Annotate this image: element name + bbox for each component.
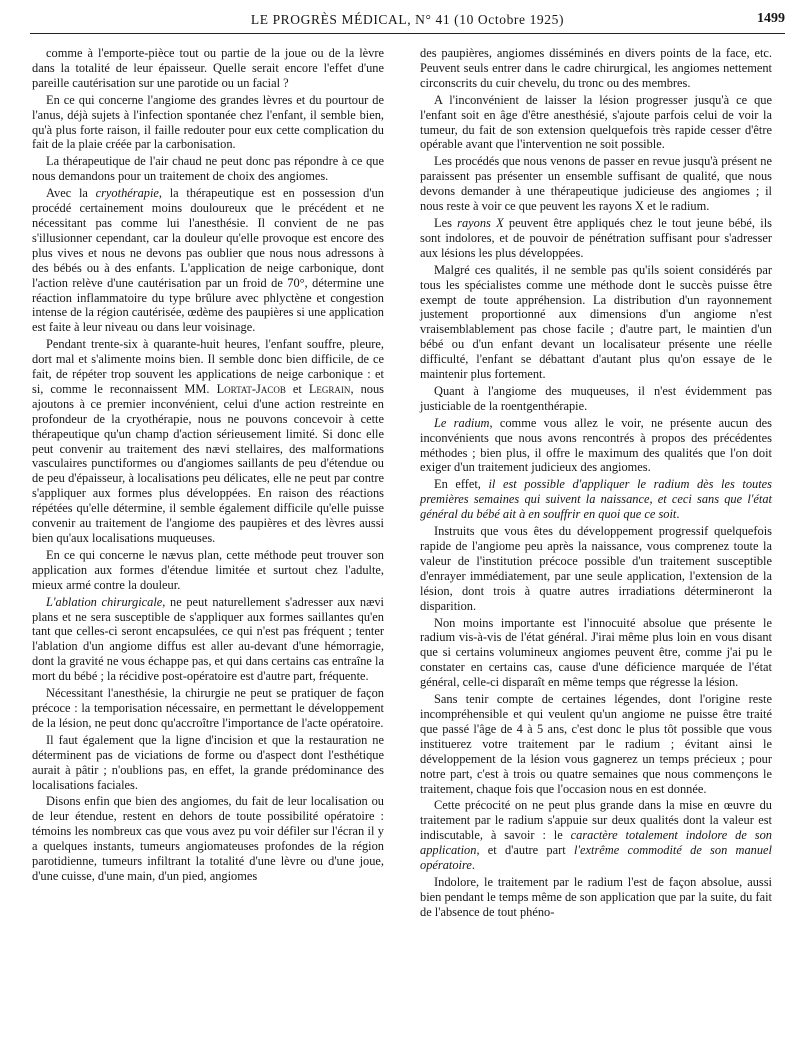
paragraph: La thérapeutique de l'air chaud ne peut donc pas répondre à ce que nous demandons pour un traitement de choix des angiomes.: [32, 154, 384, 184]
paragraph: En ce qui concerne l'angiome des grandes lèvres et du pourtour de l'anus, déjà sujets à l'infection spontanée chez l'enfant, il semble bien, qu'à plus forte raison, il faille redouter pour eux cette complication du fait de la plaie créée par la carbonisation.: [32, 92, 384, 152]
paragraph: Les procédés que nous venons de passer en revue jusqu'à présent ne paraissent pas présenter un ensemble suffisant de qualité, que nous devons demander à une thérapeutique judicieuse des angiomes ; il nous reste à voir ce que peuvent les rayons X et le radium.: [420, 154, 772, 214]
paragraph: En effet, il est possible d'appliquer le radium dès les toutes premières semaines qui suivent la naissance, et ceci sans que l'état général du bébé ait à en souffrir en quoi que ce soit.: [420, 477, 772, 522]
paragraph: des paupières, angiomes disséminés en divers points de la face, etc. Peuvent seuls entrer dans le cadre chirurgical, les angiomes nettement circonscrits du cuir chevelu, du tronc ou des membres.: [420, 46, 772, 90]
paragraph: L'ablation chirurgicale, ne peut naturellement s'adresser aux nævi plans et ne sera susceptible de s'appliquer aux formes saillantes qu'en tant que celles-ci seront encapsulées, ce qui n'est pas fréquent ; tenter l'ablation d'un angiome diffus est aller au-devant d'une hémorragie, dont la gravité ne vous échappe pas, et qui dans certains cas entraîne la mort du bébé ; la récidive post-opératoire est d'autre part, fréquente.: [32, 594, 384, 684]
paragraph: comme à l'emporte-pièce tout ou partie de la joue ou de la lèvre dans la totalité de leur épaisseur. Quelle serait encore l'effet d'une pareille cautérisation sur une parotide ou un facial ?: [32, 46, 384, 90]
paragraph: Avec la cryothérapie, la thérapeutique est en possession d'un procédé certainement moins douloureux que le précédent et ne nécessitant pas comme lui l'anesthésie. Il convient de ne pas s'illusionner cependant, car la douleur qu'elle provoque est encore des plus vives et nous ne devons pas oublier que nous nous adressons à des bébés ou à des enfants. L'application de neige carbonique, dont l'action relève d'une cautérisation par un froid de 70°, détermine une réaction inflammatoire du type brûlure avec phlyctène et congestion intense de la région cautérisée, œdème des paupières si une application est faite à leur niveau ou dans leur voisinage.: [32, 186, 384, 335]
running-title: LE PROGRÈS MÉDICAL, N° 41 (10 Octobre 1925): [250, 12, 565, 27]
paragraph: En ce qui concerne le nævus plan, cette méthode peut trouver son application aux formes d'étendue limitée et surtout chez l'adulte, mieux armé contre la douleur.: [32, 547, 384, 592]
paragraph: A l'inconvénient de laisser la lésion progresser jusqu'à ce que l'enfant soit en âge d'être anesthésié, s'ajoute parfois celui de voir la tumeur, du fait de son extension quelquefois très rapide cesser d'être opérable avant que l'intervention ne soit possible.: [420, 92, 772, 152]
page-number: 1499: [757, 11, 785, 26]
paragraph: Nécessitant l'anesthésie, la chirurgie ne peut se pratiquer de façon précoce : la temporisation nécessaire, en permettant le développement de la lésion, ne peut donc qu'accroître l'importance de l'acte opératoire.: [32, 686, 384, 730]
paragraph: Instruits que vous êtes du développement progressif quelquefois rapide de l'angiome peu après la naissance, vous comprenez toute la valeur de l'institution précoce possible d'un traitement susceptible d'enrayer immédiatement, par une seule application, l'extension de la lésion, dont trois à quatre autres irradiations détermineront la disparition.: [420, 524, 772, 613]
left-column: [32, 46, 384, 884]
running-header: [30, 8, 785, 32]
paragraph: Non moins importante est l'innocuité absolue que présente le radium vis-à-vis de l'état général. J'irai même plus loin en vous disant que si certains volumineux angiomes peuvent être, comme j'ai pu le constater en certains cas, cause d'une déficience marquée de l'état général, celle-ci disparaît en même temps que régresse la lésion.: [420, 615, 772, 690]
right-column: [420, 46, 772, 920]
author-name: Legrain: [308, 381, 351, 396]
paragraph: Indolore, le traitement par le radium l'est de façon absolue, aussi bien pendant le temps même de son application que par la suite, du fait de l'absence de tout phéno-: [420, 874, 772, 919]
paragraph: Malgré ces qualités, il ne semble pas qu'ils soient considérés par tous les spécialistes comme une méthode dont le succès puisse être exempt de toute appréhension. La distribution d'un rayonnement justement proportionné aux dimensions d'un angiome n'est vraisemblablement pas chose facile ; d'autre part, le maintien d'un bébé ou d'un enfant devant un localisateur présente une réelle difficulté, l'enfant se débattant d'autant plus qu'on essaye de le maintenir plus fortement.: [420, 262, 772, 382]
author-name: Lortat-Jacob: [216, 381, 286, 396]
paragraph: Il faut également que la ligne d'incision et que la restauration ne déterminent pas de viciations de forme ou d'aspect dont l'esthétique aurait à pâtir ; n'oublions pas, en effet, la grande prédominance des localisations faciales.: [32, 732, 384, 792]
paragraph: Cette précocité on ne peut plus grande dans la mise en œuvre du traitement par le radium s'appuie sur deux qualités dont la valeur est indiscutable, à savoir : le caractère totalement indolore de son application, et d'autre part l'extrême commodité de son manuel opératoire.: [420, 798, 772, 873]
paragraph: Le radium, comme vous allez le voir, ne présente aucun des inconvénients que nous avons rencontrés à propos des précédentes méthodes ; bien plus, il offre le maximum des qualités que l'on doit exiger d'un traitement judicieux des angiomes.: [420, 415, 772, 475]
paragraph: Sans tenir compte de certaines légendes, dont l'origine reste incompréhensible et qui veulent qu'un angiome ne puisse être traité que passé l'âge de 4 à 5 ans, c'est donc le plus tôt possible que vous instituerez votre traitement par le radium ; évitant ainsi le développement de la lésion vous gagnerez un temps précieux ; pour notre part, c'est à trois ou quatre semaines que nous commençons le traitement, chaque fois que l'occasion nous en est donnée.: [420, 692, 772, 796]
header-rule: [30, 33, 785, 34]
paragraph: Quant à l'angiome des muqueuses, il n'est évidemment pas justiciable de la roentgenthérapie.: [420, 383, 772, 413]
paragraph: Disons enfin que bien des angiomes, du fait de leur localisation ou de leur étendue, restent en dehors de toute possibilité opératoire : témoins les nombreux cas que vous avez pu voir défiler sur l'écran il y a quelques instants, tumeurs angiomateuses profondes de la région parotidienne, tumeurs infiltrant la totalité d'une lèvre ou d'une joue, d'une cuisse, d'une main, d'un pied, angiomes: [32, 794, 384, 883]
paragraph: Les rayons X peuvent être appliqués chez le tout jeune bébé, ils sont indolores, et de pouvoir de pénétration suffisant pour s'adresser aux lésions les plus développées.: [420, 215, 772, 260]
paragraph: Pendant trente-six à quarante-huit heures, l'enfant souffre, pleure, dort mal et s'alimente moins bien. Il semble donc bien difficile, de ce fait, de répéter trop souvent les applications de neige carbonique : et si, comme le reconnaissent MM. Lortat-Jacob et Legrain, nous ajoutons à ce premier inconvénient, celui d'une action restreinte en profondeur de la cryothérapie, nous ne pouvons concevoir à cette thérapeutique qu'un champ d'action sérieusement limité. Si donc elle peut convenir au traitement des nævi stellaires, des malformations vasculaires punctiformes ou d'angiomes saillants de peu d'étendue ou de peu d'épaisseur, à localisations peu délicates, elle ne peut par contre s'appliquer aux formes plus développées. En raison des réactions répétées qu'elle détermine, il semble également difficile qu'elle puisse convenir au traitement de l'angiome des paupières et des lèvres aussi bien qu'aux localisations muqueuses.: [32, 337, 384, 545]
